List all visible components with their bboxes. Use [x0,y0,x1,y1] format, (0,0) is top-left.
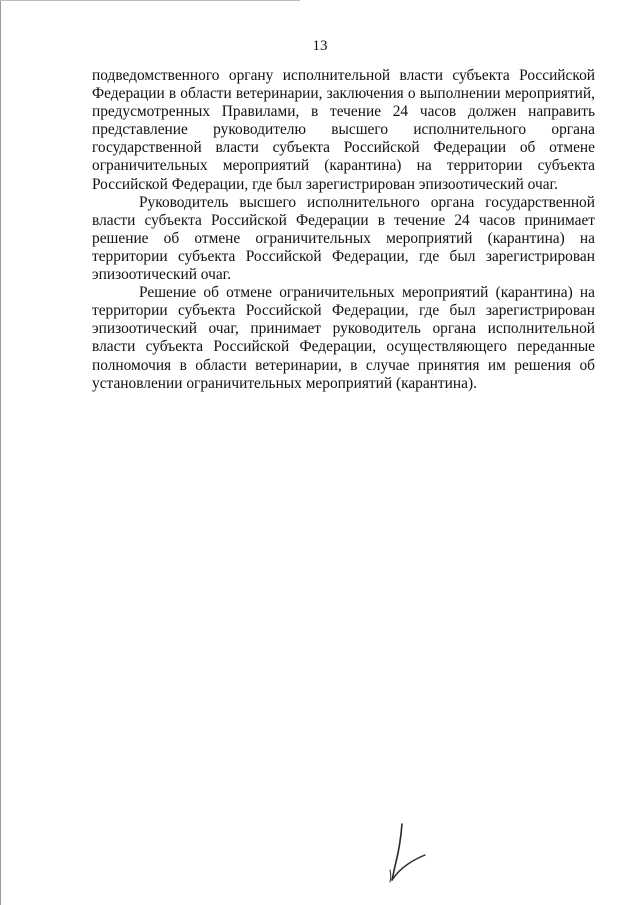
paragraph-head-decision: Руководитель высшего исполнительного органа государственной власти субъекта Российской Федерации в течение 24 часов принимает решение об отмене ограничительных мероприятий (карантина) на территории субъекта Российской Федерации, где был зарегистрирован эпизоотический очаг. [92,193,595,284]
signature-mark [372,822,428,884]
scan-edge-top [0,0,300,1]
paragraph-quarantine-cancel: Решение об отмене ограничительных мероприятий (карантина) на территории субъекта Российской Федерации, где был зарегистрирован эпизоотический очаг, принимает руководитель органа исполнительной власти субъекта Российской Федерации, осуществляющего переданные полномочия в области ветеринарии, в случае принятия им решения об установлении ограничительных мероприятий (карантина). [92,284,595,392]
paragraph-continuation: подведомственного органу исполнительной власти субъекта Российской Федерации в области ветеринарии, заключения о выполнении мероприятий, предусмотренных Правилами, в течение 24 часов должен направить представление руководителю высшего исполнительного органа государственной власти субъекта Российской Федерации об отмене ограничительных мероприятий (карантина) на территории субъекта Российской Федерации, где был зарегистрирован эпизоотический очаг. [92,67,595,193]
document-body [92,67,595,393]
page-number: 13 [312,38,328,54]
scan-edge-left [0,0,1,905]
